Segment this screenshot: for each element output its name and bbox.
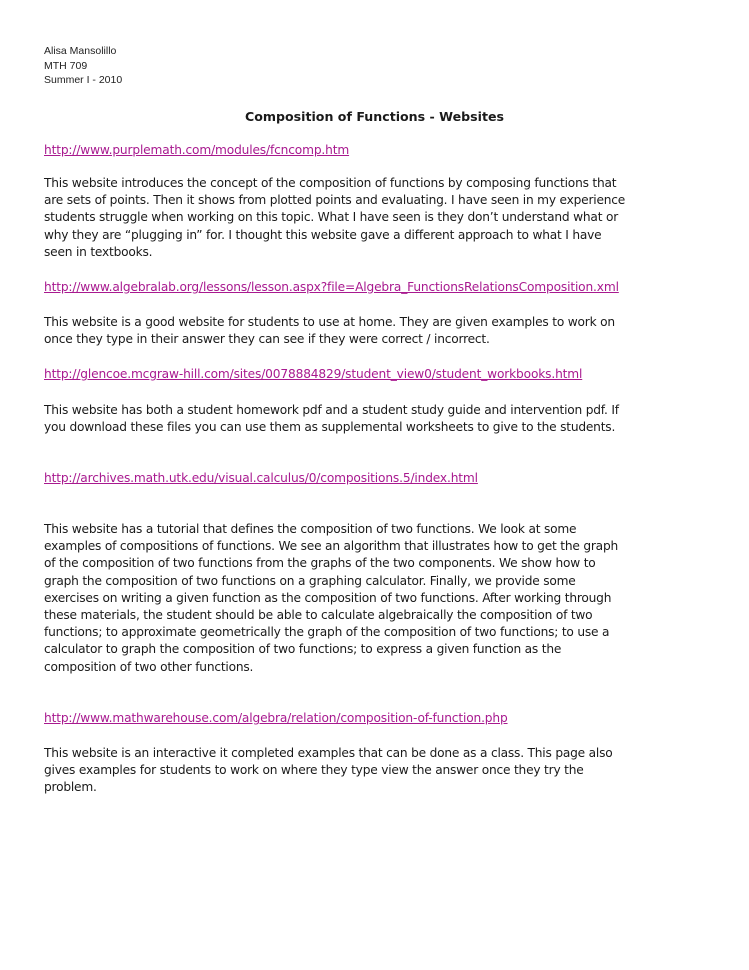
- website-link-algebralab[interactable]: http://www.algebralab.org/lessons/lesson.aspx?file=Algebra_FunctionsRelationsComposition.xml: [44, 280, 619, 294]
- description-line: exercises on writing a given function as the composition of two functions. After working through: [44, 590, 612, 605]
- description-line: once they type in their answer they can see if they were correct / incorrect.: [44, 332, 490, 347]
- description-line: problem.: [44, 780, 97, 795]
- description-line: This website introduces the concept of the composition of functions by composing functions that: [44, 176, 617, 190]
- description-line: functions; to approximate geometrically the graph of the composition of two functions; to use a: [44, 625, 610, 640]
- description-line: why they are “plugging in” for. I thought this website gave a different approach to what I have: [44, 227, 602, 242]
- website-link-mathwarehouse[interactable]: http://www.mathwarehouse.com/algebra/relation/composition-of-function.php: [44, 711, 508, 725]
- website-description-mathwarehouse: [44, 745, 710, 797]
- description-line: This website is an interactive it completed examples that can be done as a class. This page also: [44, 746, 613, 760]
- description-line: students struggle when working on this topic. What I have seen is they don’t understand what or: [44, 210, 619, 225]
- website-description-algebralab: [44, 314, 710, 348]
- description-line: calculator to graph the composition of two functions; to express a given function as the: [44, 642, 562, 657]
- document-header: [44, 44, 122, 88]
- description-line: are sets of points. Then it shows from plotted points and evaluating. I have seen in my experience: [44, 193, 626, 208]
- description-line: seen in textbooks.: [44, 244, 153, 259]
- website-description-glencoe: [44, 402, 710, 436]
- description-line: of the composition of two functions from the graphs of the two components. We show how to: [44, 556, 596, 571]
- website-description-purplemath: [44, 175, 710, 261]
- website-description-utk: [44, 521, 710, 676]
- description-line: This website is a good website for students to use at home. They are given examples to work on: [44, 315, 615, 329]
- website-link-glencoe[interactable]: http://glencoe.mcgraw-hill.com/sites/0078884829/student_view0/student_workbooks.html: [44, 367, 583, 381]
- website-link-purplemath[interactable]: http://www.purplemath.com/modules/fcncomp.htm: [44, 143, 350, 157]
- course-term: Summer I - 2010: [44, 74, 123, 86]
- author-name: Alisa Mansolillo: [44, 45, 117, 57]
- description-line: graph the composition of two functions on a graphing calculator. Finally, we provide some: [44, 573, 576, 588]
- description-line: This website has a tutorial that defines the composition of two functions. We look at some: [44, 522, 577, 536]
- description-line: This website has both a student homework pdf and a student study guide and intervention pdf. If: [44, 403, 619, 417]
- description-line: these materials, the student should be able to calculate algebraically the composition of two: [44, 608, 593, 623]
- website-link-utk[interactable]: http://archives.math.utk.edu/visual.calculus/0/compositions.5/index.html: [44, 471, 478, 485]
- description-line: you download these files you can use them as supplemental worksheets to give to the students.: [44, 420, 616, 435]
- description-line: examples of compositions of functions. We see an algorithm that illustrates how to get the graph: [44, 539, 619, 554]
- page-title: Composition of Functions - Websites: [244, 109, 505, 124]
- description-line: composition of two other functions.: [44, 659, 254, 674]
- course-code: MTH 709: [44, 59, 88, 72]
- description-line: gives examples for students to work on where they type view the answer once they try the: [44, 763, 584, 778]
